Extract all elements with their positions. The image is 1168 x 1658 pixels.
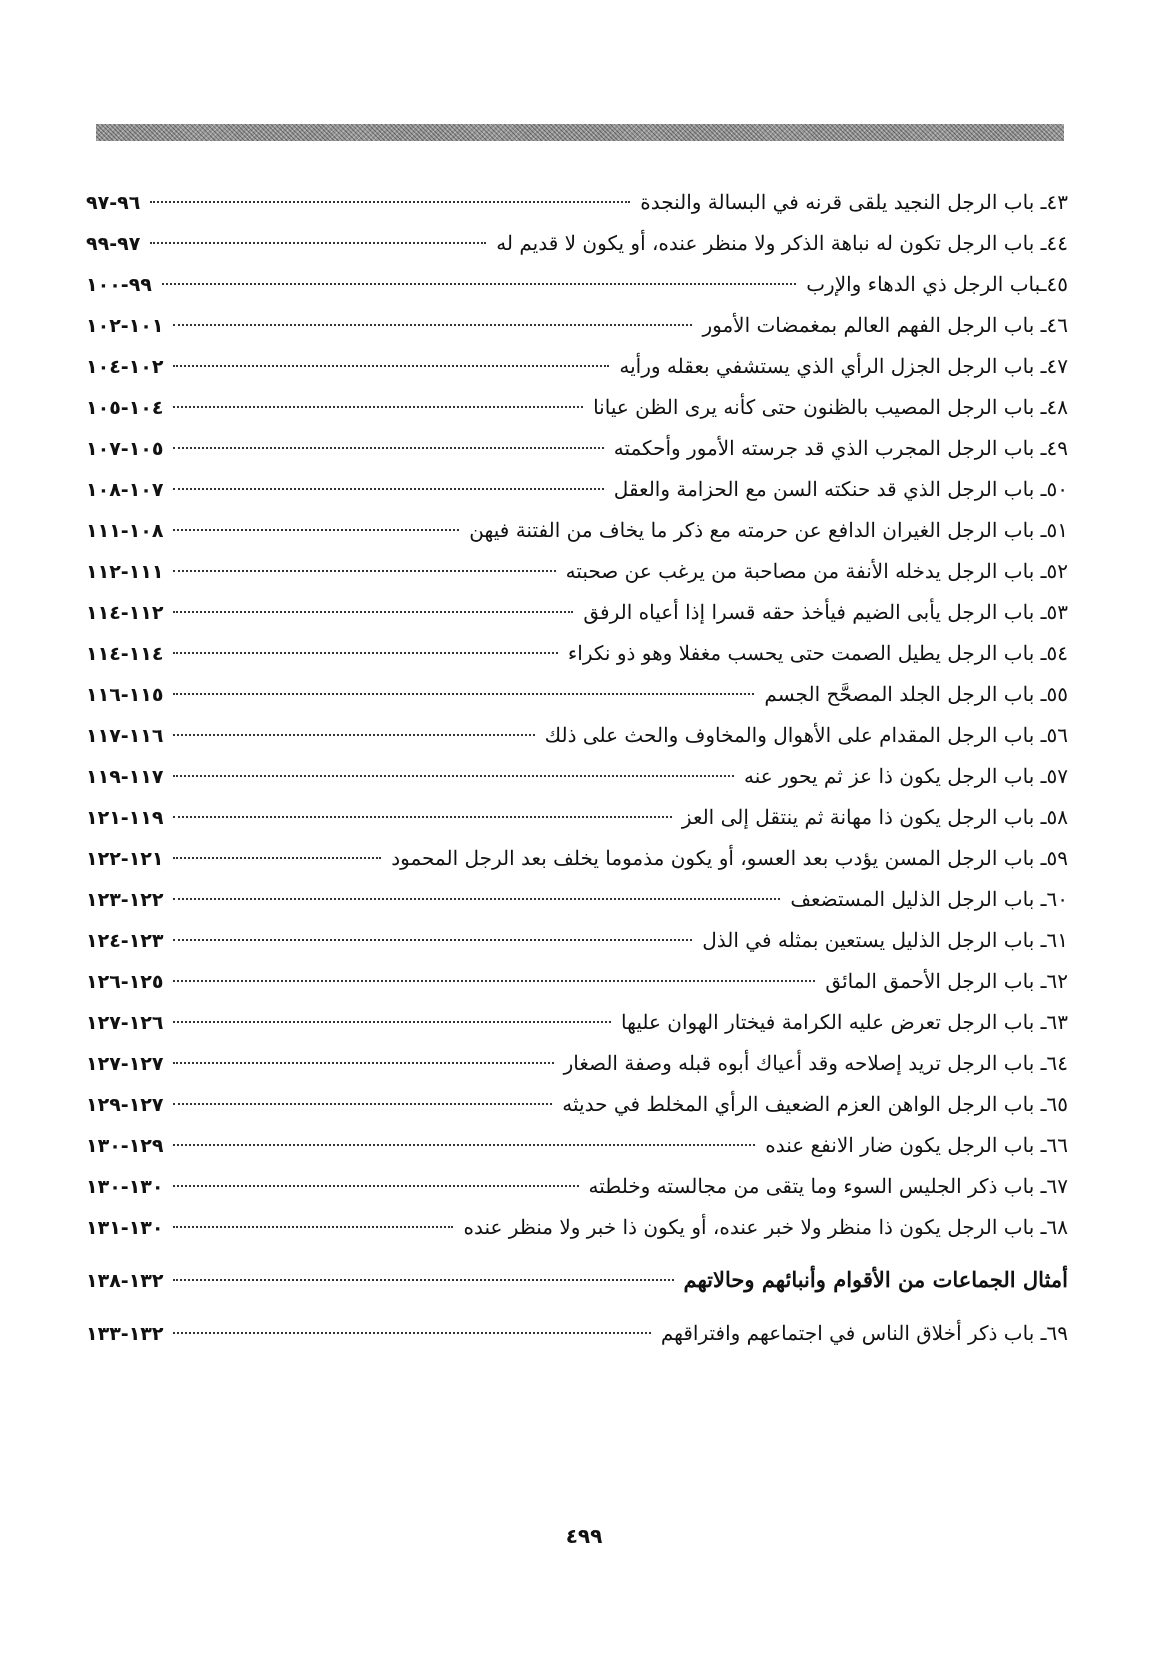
entry-title: ٦٤ـ باب الرجل تريد إصلاحه وقد أعياك أبوه قبله وصفة الصغار bbox=[563, 1051, 1068, 1075]
entry-title: ٦٩ـ باب ذكر أخلاق الناس في اجتماعهم وافتراقهم bbox=[660, 1321, 1068, 1345]
entry-title: ٤٣ـ باب الرجل النجيد يلقى قرنه في البسالة والنجدة bbox=[640, 190, 1068, 214]
entry-pages: ١١٤-١١٤ bbox=[86, 643, 164, 665]
toc-entry bbox=[86, 516, 1068, 557]
entry-title: ٥٥ـ باب الرجل الجلد المصحَّح الجسم bbox=[764, 682, 1068, 706]
toc-entry bbox=[86, 803, 1068, 844]
toc-entry bbox=[86, 311, 1068, 352]
entry-pages: ١٣٠-١٣١ bbox=[86, 1217, 164, 1239]
entry-title: ٤٤ـ باب الرجل تكون له نباهة الذكر ولا منظر عنده، أو يكون لا قديم له bbox=[496, 231, 1068, 255]
entry-pages: ١٢٩-١٣٠ bbox=[86, 1135, 164, 1157]
toc-entry bbox=[86, 1049, 1068, 1090]
entry-title: ٦٠ـ باب الرجل الذليل المستضعف bbox=[790, 887, 1068, 911]
dot-leader bbox=[162, 283, 796, 285]
entry-title: ٦٢ـ باب الرجل الأحمق المائق bbox=[825, 969, 1068, 993]
entry-title: أمثال الجماعات من الأقوام وأنبائهم وحالاتهم bbox=[683, 1267, 1068, 1292]
entry-title: ٥٢ـ باب الرجل يدخله الأنفة من مصاحبة من يرغب عن صحبته bbox=[565, 559, 1068, 583]
dot-leader bbox=[173, 529, 459, 531]
entry-pages: ١٢١-١٢٢ bbox=[86, 848, 164, 870]
dot-leader bbox=[173, 775, 734, 777]
entry-pages: ١٢٢-١٢٣ bbox=[86, 889, 164, 911]
toc-entry bbox=[86, 1172, 1068, 1213]
entry-title: ٦١ـ باب الرجل الذليل يستعين بمثله في الذل bbox=[702, 928, 1068, 952]
toc-entry bbox=[86, 1213, 1068, 1254]
entry-title: ٥٣ـ باب الرجل يأبى الضيم فيأخذ حقه قسرا إذا أعياه الرفق bbox=[583, 600, 1068, 624]
dot-leader bbox=[173, 611, 573, 613]
entry-title: ٥٦ـ باب الرجل المقدام على الأهوال والمخاوف والحث على ذلك bbox=[544, 723, 1068, 747]
dot-leader bbox=[173, 816, 671, 818]
table-of-contents bbox=[86, 188, 1068, 1360]
toc-entry bbox=[86, 1008, 1068, 1049]
dot-leader bbox=[173, 1279, 673, 1281]
toc-entry bbox=[86, 270, 1068, 311]
entry-pages: ٩٧-٩٩ bbox=[86, 233, 141, 255]
page-number: ٤٩٩ bbox=[565, 1524, 603, 1548]
toc-entry bbox=[86, 1090, 1068, 1131]
toc-entry bbox=[86, 393, 1068, 434]
entry-pages: ١٣٠-١٣٠ bbox=[86, 1176, 164, 1198]
entry-pages: ١٣٢-١٣٣ bbox=[86, 1323, 164, 1345]
entry-pages: ١١٩-١٢١ bbox=[86, 807, 164, 829]
dot-leader bbox=[173, 857, 381, 859]
entry-pages: ١١٧-١١٩ bbox=[86, 766, 164, 788]
toc-entry bbox=[86, 1319, 1068, 1360]
dot-leader bbox=[150, 201, 630, 203]
dot-leader bbox=[150, 242, 486, 244]
toc-entry bbox=[86, 721, 1068, 762]
dot-leader bbox=[173, 1103, 552, 1105]
toc-entry bbox=[86, 885, 1068, 926]
dot-leader bbox=[173, 1185, 578, 1187]
entry-pages: ١٣٢-١٣٨ bbox=[86, 1270, 164, 1292]
entry-title: ٥١ـ باب الرجل الغيران الدافع عن حرمته مع ذكر ما يخاف من الفتنة فيهن bbox=[469, 518, 1068, 542]
dot-leader bbox=[173, 488, 603, 490]
entry-title: ٦٣ـ باب الرجل تعرض عليه الكرامة فيختار الهوان عليها bbox=[621, 1010, 1068, 1034]
entry-pages: ١٢٦-١٢٧ bbox=[86, 1012, 164, 1034]
entry-pages: ١١٥-١١٦ bbox=[86, 684, 164, 706]
entry-title: ٤٨ـ باب الرجل المصيب بالظنون حتى كأنه يرى الظن عيانا bbox=[593, 395, 1068, 419]
entry-title: ٤٩ـ باب الرجل المجرب الذي قد جرسته الأمور وأحكمته bbox=[613, 436, 1068, 460]
toc-entry bbox=[86, 680, 1068, 721]
entry-title: ٤٥ـباب الرجل ذي الدهاء والإرب bbox=[806, 272, 1068, 296]
entry-pages: ١٠٧-١٠٨ bbox=[86, 479, 164, 501]
entry-pages: ١٢٧-١٢٩ bbox=[86, 1094, 164, 1116]
dot-leader bbox=[173, 734, 534, 736]
entry-pages: ٩٦-٩٧ bbox=[86, 192, 141, 214]
toc-entry bbox=[86, 352, 1068, 393]
entry-pages: ١٠٢-١٠٤ bbox=[86, 356, 164, 378]
toc-entry bbox=[86, 475, 1068, 516]
entry-pages: ١٢٣-١٢٤ bbox=[86, 930, 164, 952]
entry-title: ٥٨ـ باب الرجل يكون ذا مهانة ثم ينتقل إلى العز bbox=[681, 805, 1068, 829]
toc-entry bbox=[86, 598, 1068, 639]
entry-title: ٦٦ـ باب الرجل يكون ضار الانفع عنده bbox=[765, 1133, 1068, 1157]
entry-title: ٦٥ـ باب الرجل الواهن العزم الضعيف الرأي المخلط في حديثه bbox=[562, 1092, 1068, 1116]
dot-leader bbox=[173, 980, 815, 982]
toc-entry bbox=[86, 229, 1068, 270]
entry-pages: ٩٩-١٠٠ bbox=[86, 274, 152, 296]
toc-entry bbox=[86, 762, 1068, 803]
entry-pages: ١٠١-١٠٢ bbox=[86, 315, 164, 337]
entry-title: ٥٤ـ باب الرجل يطيل الصمت حتى يحسب مغفلا وهو ذو نكراء bbox=[567, 641, 1068, 665]
dot-leader bbox=[173, 652, 557, 654]
toc-entry bbox=[86, 1131, 1068, 1172]
entry-pages: ١١٦-١١٧ bbox=[86, 725, 164, 747]
dot-leader bbox=[173, 693, 754, 695]
entry-title: ٦٨ـ باب الرجل يكون ذا منظر ولا خبر عنده، أو يكون ذا خبر ولا منظر عنده bbox=[463, 1215, 1068, 1239]
entry-title: ٦٧ـ باب ذكر الجليس السوء وما يتقى من مجالسته وخلطته bbox=[588, 1174, 1068, 1198]
dot-leader bbox=[173, 570, 555, 572]
header-band bbox=[96, 124, 1064, 141]
dot-leader bbox=[173, 365, 609, 367]
toc-entry bbox=[86, 967, 1068, 1008]
dot-leader bbox=[173, 324, 692, 326]
entry-pages: ١١٢-١١٤ bbox=[86, 602, 164, 624]
entry-pages: ١٢٧-١٢٧ bbox=[86, 1053, 164, 1075]
dot-leader bbox=[173, 1021, 611, 1023]
dot-leader bbox=[173, 1144, 755, 1146]
toc-entry bbox=[86, 188, 1068, 229]
entry-title: ٤٧ـ باب الرجل الجزل الرأي الذي يستشفي بعقله ورأيه bbox=[619, 354, 1068, 378]
dot-leader bbox=[173, 1062, 553, 1064]
entry-title: ٤٦ـ باب الرجل الفهم العالم بمغمضات الأمور bbox=[702, 313, 1068, 337]
dot-leader bbox=[173, 447, 603, 449]
entry-title: ٥٠ـ باب الرجل الذي قد حنكته السن مع الحزامة والعقل bbox=[613, 477, 1068, 501]
toc-entry bbox=[86, 844, 1068, 885]
entry-pages: ١١١-١١٢ bbox=[86, 561, 164, 583]
dot-leader bbox=[173, 1332, 650, 1334]
dot-leader bbox=[173, 898, 780, 900]
entry-pages: ١٢٥-١٢٦ bbox=[86, 971, 164, 993]
entry-title: ٥٧ـ باب الرجل يكون ذا عز ثم يحور عنه bbox=[744, 764, 1068, 788]
dot-leader bbox=[173, 1226, 453, 1228]
toc-entry bbox=[86, 639, 1068, 680]
toc-entry bbox=[86, 926, 1068, 967]
entry-title: ٥٩ـ باب الرجل المسن يؤدب بعد العسو، أو يكون مذموما يخلف بعد الرجل المحمود bbox=[391, 846, 1068, 870]
section-heading-row bbox=[86, 1266, 1068, 1307]
entry-pages: ١٠٥-١٠٧ bbox=[86, 438, 164, 460]
dot-leader bbox=[173, 939, 692, 941]
toc-entry bbox=[86, 557, 1068, 598]
entry-pages: ١٠٨-١١١ bbox=[86, 520, 164, 542]
entry-pages: ١٠٤-١٠٥ bbox=[86, 397, 164, 419]
dot-leader bbox=[173, 406, 583, 408]
toc-entry bbox=[86, 434, 1068, 475]
